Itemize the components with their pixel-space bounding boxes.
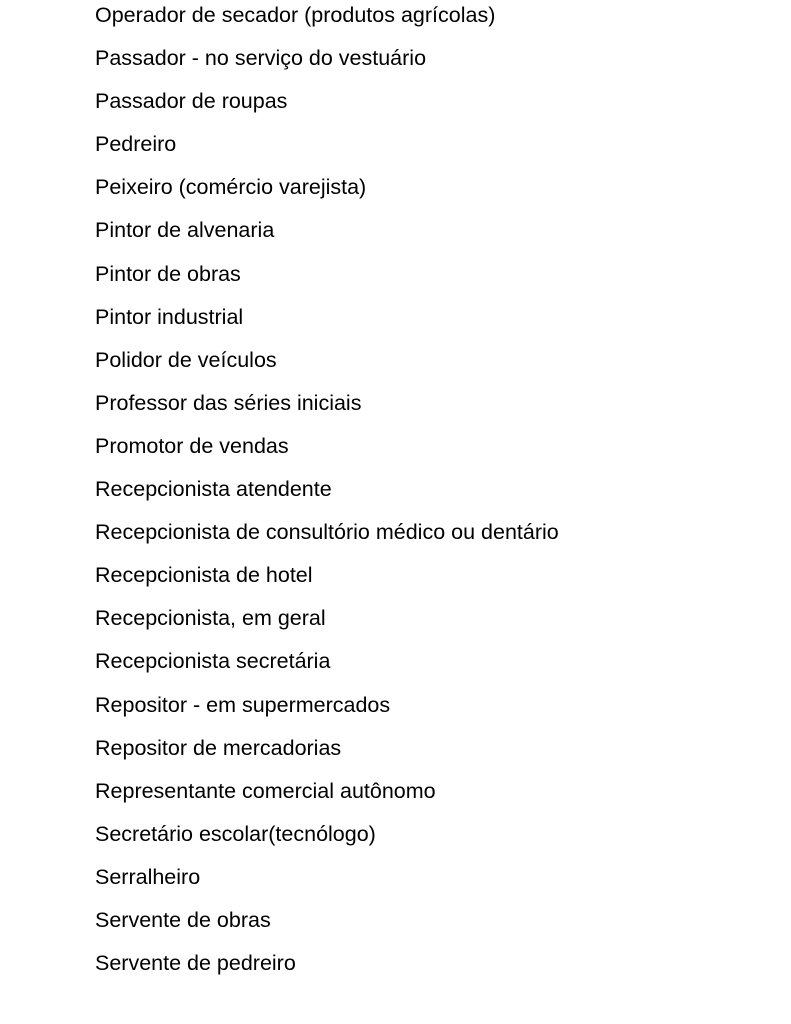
list-item: Repositor - em supermercados (95, 692, 391, 717)
list-item: Secretário escolar(tecnólogo) (95, 821, 376, 846)
list-item: Recepcionista, em geral (95, 606, 326, 631)
list-item: Operador de secador (produtos agrícolas) (95, 3, 496, 27)
list-item: Recepcionista secretária (95, 649, 331, 674)
list-item: Pintor de alvenaria (95, 218, 275, 243)
list-item: Passador de roupas (95, 89, 288, 114)
list-item: Serralheiro (95, 864, 201, 889)
list-item: Servente de obras (95, 907, 271, 932)
list-item: Repositor de mercadorias (95, 735, 342, 760)
list-item: Recepcionista atendente (95, 477, 332, 502)
list-item: Professor das séries iniciais (95, 390, 362, 415)
list-item: Pintor de obras (95, 261, 241, 286)
list-item: Servente de pedreiro (95, 951, 296, 976)
list-item: Polidor de veículos (95, 347, 277, 372)
list-item: Pedreiro (95, 132, 177, 157)
list-item: Recepcionista de hotel (95, 563, 313, 588)
list-item: Pintor industrial (95, 304, 244, 329)
list-item: Passador - no serviço do vestuário (95, 46, 427, 71)
list-item: Peixeiro (comércio varejista) (95, 175, 367, 200)
list-item: Representante comercial autônomo (95, 778, 436, 803)
list-item: Recepcionista de consultório médico ou dentário (95, 520, 559, 545)
list-item: Promotor de vendas (95, 433, 289, 458)
occupation-list (95, 1, 559, 992)
